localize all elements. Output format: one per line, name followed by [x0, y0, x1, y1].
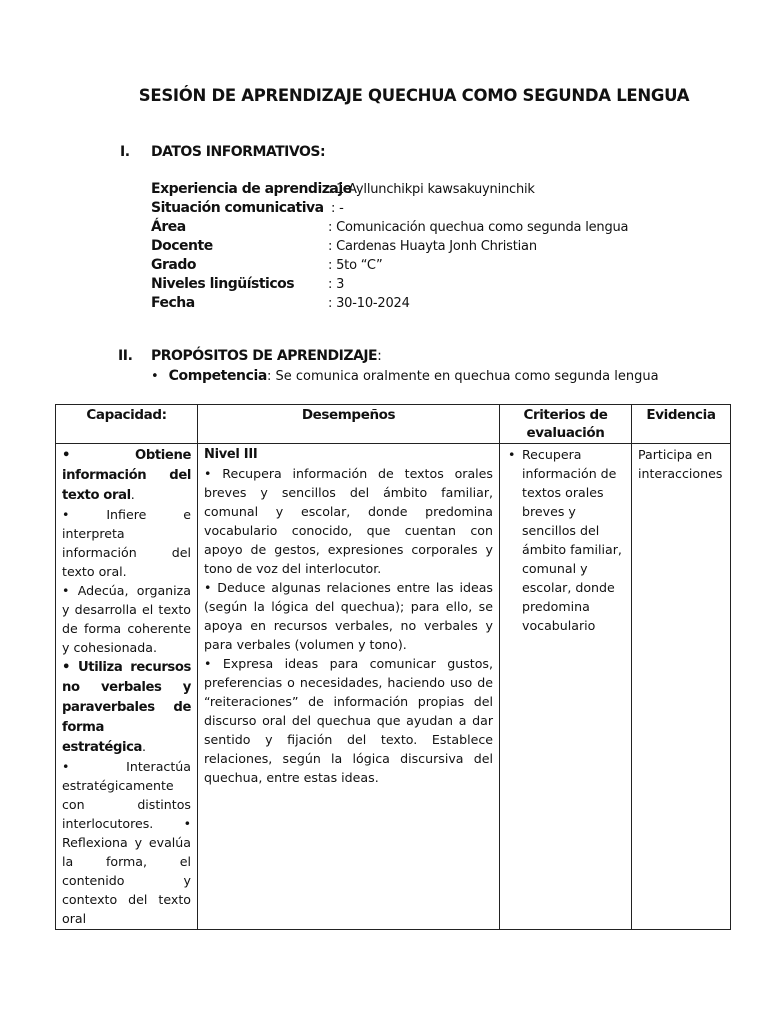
capacidad-item-end: .	[142, 739, 147, 754]
info-row-area	[151, 219, 711, 237]
evidencia-cell: Participa en interacciones	[632, 444, 731, 930]
nivel-label: Nivel III	[204, 447, 258, 462]
criterio-item: • Recupera información de textos orales breves y sencillos del ámbito familiar, comunal y escolar, donde predomina vocabulario	[522, 445, 625, 635]
info-value: : 1 Ayllunchikpi kawsakuyninchik	[328, 182, 535, 197]
info-label: Situación comunicativa	[151, 200, 324, 216]
desempeno-item: • Deduce algunas relaciones entre las ideas (según la lógica del quechua); para ello, se apoya en recursos verbales, no verbales y para verbales (volumen y tono).	[204, 580, 493, 652]
info-label: Docente	[151, 238, 213, 254]
capacidad-item: • Interactúa estratégicamente con distintos interlocutores. • Reflexiona y evalúa la forma, el contenido y contexto del texto oral	[62, 759, 191, 926]
section-2-number: II.	[118, 348, 133, 364]
header-evidencia: Evidencia	[632, 405, 731, 444]
header-criterios: Criterios de evaluación	[500, 405, 632, 444]
criterios-list	[506, 445, 625, 635]
info-row-docente	[151, 238, 711, 256]
header-desempenos: Desempeños	[198, 405, 500, 444]
capacidad-item	[62, 657, 191, 757]
info-label: Grado	[151, 257, 196, 273]
info-row-experiencia	[151, 181, 711, 199]
info-value: : Comunicación quechua como segunda lengua	[328, 220, 629, 235]
info-value: : Cardenas Huayta Jonh Christian	[328, 239, 537, 254]
bullet-icon: •	[151, 369, 159, 384]
table-header-row	[56, 405, 731, 444]
section-1-number: I.	[120, 144, 130, 160]
capacidad-item-end: .	[130, 487, 135, 502]
info-label: Niveles lingüísticos	[151, 276, 295, 292]
capacidad-cell	[56, 444, 198, 930]
desempenos-cell	[198, 444, 500, 930]
competencia-text: : Se comunica oralmente en quechua como segunda lengua	[266, 369, 659, 384]
header-capacidad: Capacidad:	[56, 405, 198, 444]
info-row-grado	[151, 257, 711, 275]
info-value: : 3	[328, 277, 345, 292]
info-row-niveles	[151, 276, 711, 294]
info-row-situacion	[151, 200, 711, 218]
desempeno-item: • Recupera información de textos orales breves y sencillos del ámbito familiar, comunal y escolar, donde predomina vocabulario conocido, que cuentan con apoyo de gestos, expresiones corporales y tono de voz del interlocutor.	[204, 466, 493, 576]
learning-table	[55, 404, 731, 930]
competencia-label: Competencia	[168, 368, 267, 384]
info-label: Fecha	[151, 295, 195, 311]
section-1-title: DATOS INFORMATIVOS:	[151, 144, 326, 160]
section-2-title	[151, 348, 381, 364]
table-row	[56, 444, 731, 930]
info-label: Área	[151, 219, 186, 235]
section-2-title-text: PROPÓSITOS DE APRENDIZAJE	[151, 348, 378, 364]
criterios-cell	[500, 444, 632, 930]
section-2-title-colon: :	[377, 348, 382, 364]
capacidad-item: • Infiere e interpreta información del texto oral.	[62, 507, 191, 579]
info-label: Experiencia de aprendizaje	[151, 181, 352, 197]
capacidad-item: • Adecúa, organiza y desarrolla el texto de forma coherente y cohesionada.	[62, 583, 191, 655]
capacidad-item-bold: • Utiliza recursos no verbales y paraverbales de forma estratégica	[62, 660, 191, 755]
document-title: SESIÓN DE APRENDIZAJE QUECHUA COMO SEGUNDA LENGUA	[138, 86, 690, 105]
info-row-fecha	[151, 295, 711, 313]
desempeno-item: • Expresa ideas para comunicar gustos, preferencias o necesidades, haciendo uso de “reiteraciones” de información propias del discurso oral del quechua que ayudan a dar sentido y fijación del texto. Establece relaciones, según la lógica discursiva del quechua, entre estas ideas.	[204, 656, 493, 785]
info-value: : 5to “C”	[328, 258, 383, 273]
competencia-line	[151, 368, 659, 384]
info-value: : -	[331, 201, 344, 216]
capacidad-item	[62, 445, 191, 505]
info-value: : 30-10-2024	[328, 296, 410, 311]
capacidad-item-bold: • Obtiene información del texto oral	[62, 448, 191, 503]
